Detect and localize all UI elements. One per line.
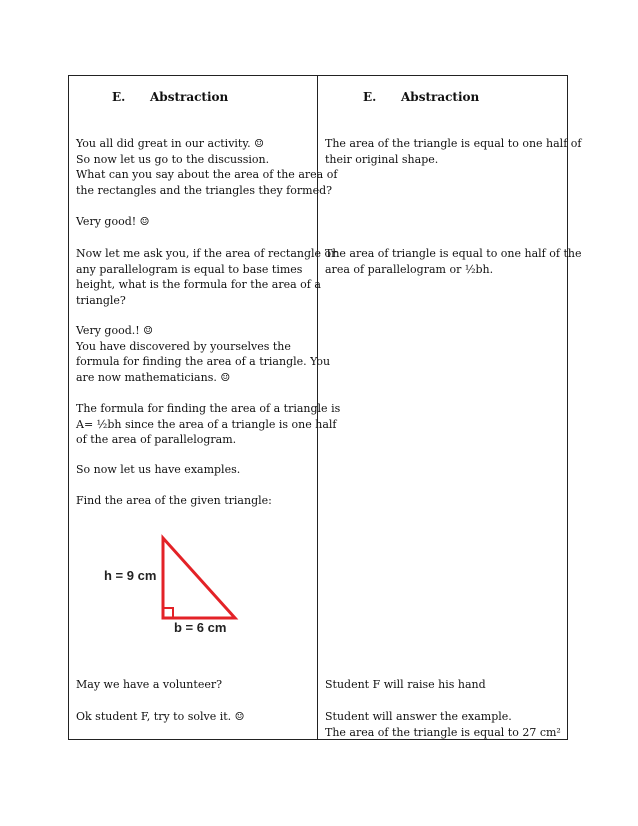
right-paragraph xyxy=(325,709,563,740)
text-line: Student will answer the example. xyxy=(325,710,512,723)
left-paragraph xyxy=(76,677,313,693)
text-line: Find the area of the given triangle: xyxy=(76,494,272,507)
text-line: Now let me ask you, if the area of rectangle or xyxy=(76,247,337,260)
left-paragraph xyxy=(76,214,313,230)
text-line: You have discovered by yourselves the xyxy=(76,339,291,353)
student-activity-column xyxy=(318,76,582,739)
triangle-shape xyxy=(163,538,235,618)
text-line: formula for finding the area of a triangle. You xyxy=(76,355,331,368)
left-heading-title: Abstraction xyxy=(150,90,229,104)
text-line: their original shape. xyxy=(325,152,439,166)
right-section-heading xyxy=(363,90,479,104)
text-line: The area of the triangle is equal to one half of xyxy=(325,137,582,150)
text-line: The area of the triangle is equal to 27 cm² xyxy=(325,725,561,739)
text-line: The area of triangle is equal to one half of the xyxy=(325,247,582,260)
left-paragraph xyxy=(76,709,313,725)
right-heading-letter: E. xyxy=(363,90,377,104)
left-section-heading xyxy=(112,90,228,104)
right-paragraph xyxy=(325,246,582,277)
left-heading-letter: E. xyxy=(112,90,126,104)
left-paragraph xyxy=(76,493,313,509)
right-paragraph xyxy=(325,677,563,693)
base-label: b = 6 cm xyxy=(174,620,227,635)
right-paragraph xyxy=(325,136,582,167)
text-line: Very good! ☺ xyxy=(76,215,150,228)
triangle-figure xyxy=(99,526,279,636)
text-line: So now let us go to the discussion. xyxy=(76,152,270,166)
text-line: any parallelogram is equal to base times xyxy=(76,262,303,276)
text-line: the rectangles and the triangles they formed? xyxy=(76,183,333,197)
left-paragraph xyxy=(76,136,338,198)
text-line: area of parallelogram or ½bh. xyxy=(325,262,494,276)
text-line: height, what is the formula for the area of a xyxy=(76,278,321,291)
text-line: Ok student F, try to solve it. ☺ xyxy=(76,710,245,723)
left-paragraph xyxy=(76,323,331,385)
left-paragraph xyxy=(76,246,337,308)
text-line: What can you say about the area of the area of xyxy=(76,168,338,181)
text-line: A= ½bh since the area of a triangle is one half xyxy=(76,417,337,431)
text-line: The formula for finding the area of a triangle is xyxy=(76,402,341,415)
text-line: Very good.! ☺ xyxy=(76,324,154,337)
text-line: of the area of parallelogram. xyxy=(76,433,237,446)
lesson-plan-table xyxy=(68,75,582,740)
text-line: Student F will raise his hand xyxy=(325,678,486,691)
text-line: are now mathematicians. ☺ xyxy=(76,370,231,384)
text-line: You all did great in our activity. ☺ xyxy=(76,137,264,150)
height-label: h = 9 cm xyxy=(104,568,157,583)
teacher-activity-column xyxy=(69,76,341,739)
left-paragraph xyxy=(76,401,341,448)
right-heading-title: Abstraction xyxy=(401,90,480,104)
text-line: triangle? xyxy=(76,293,126,307)
text-line: May we have a volunteer? xyxy=(76,678,222,691)
left-paragraph xyxy=(76,462,313,478)
text-line: So now let us have examples. xyxy=(76,463,241,476)
